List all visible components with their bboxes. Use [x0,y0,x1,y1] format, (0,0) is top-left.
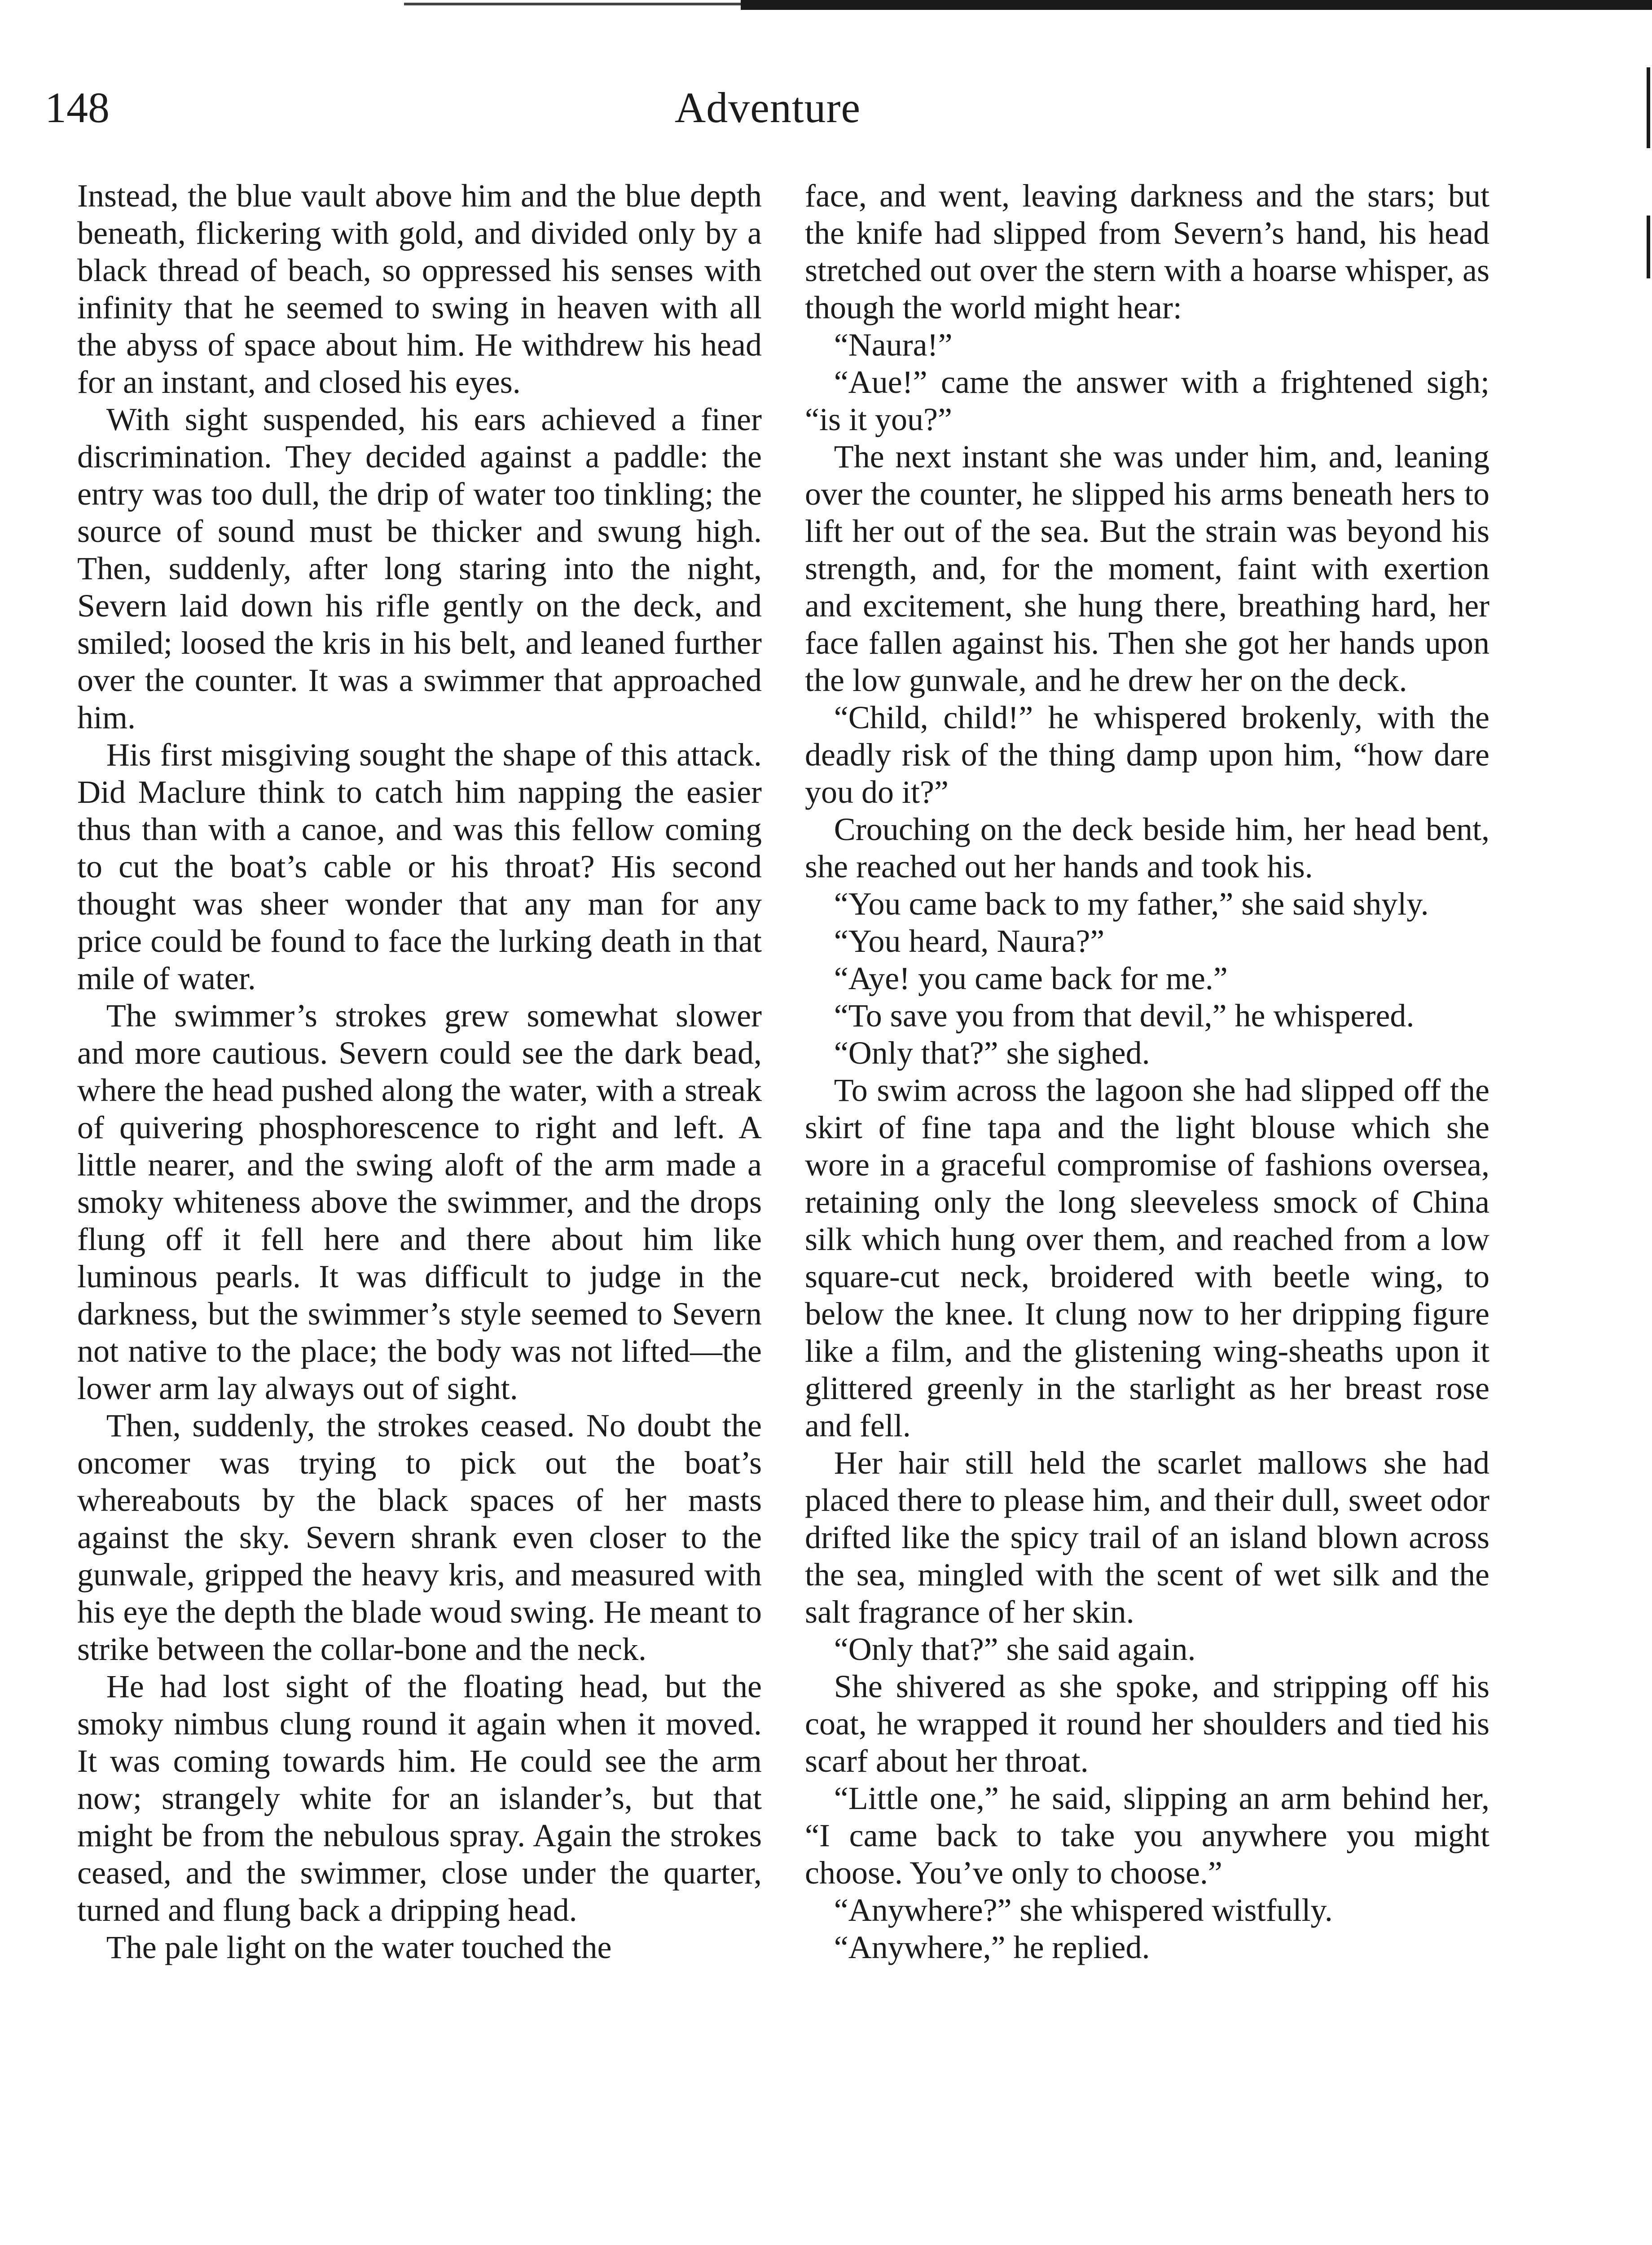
paragraph: “Child, child!” he whispered brokenly, with the deadly risk of the thing damp upon him, “how dare you do it?” [805,700,1489,810]
paragraph: “Only that?” she sighed. [834,1035,1150,1071]
paragraph: “You heard, Naura?” [834,923,1105,959]
paragraph: “You came back to my father,” she said shyly. [834,886,1429,922]
paragraph: His first misgiving sought the shape of this attack. Did Maclure think to catch him napping the easier thus than with a canoe, and was this fellow coming to cut the boat’s cable or his throat? His second thought was sheer wonder that any man for any price could be found to face the lurking death in that mile of water. [77,737,762,996]
paragraph: The next instant she was under him, and, leaning over the counter, he slipped his arms beneath hers to lift her out of the sea. But the strain was beyond his strength, and, for the moment, faint with exertion and excitement, she hung there, breathing hard, her face fallen against his. Then she got her hands upon the low gunwale, and he drew her on the deck. [805,439,1489,698]
paragraph: Then, suddenly, the strokes ceased. No doubt the oncomer was trying to pick out the boat’s whereabouts by the black spaces of her masts against the sky. Severn shrank even closer to the gunwale, gripped the heavy kris, and measured with his eye the depth the blade woud swing. He meant to strike between the collar-bone and the neck. [77,1408,762,1667]
paragraph: “Aue!” came the answer with a frightened sigh; “is it you?” [805,364,1489,437]
paragraph: “To save you from that devil,” he whispered. [834,998,1415,1034]
paragraph: face, and went, leaving darkness and the stars; but the knife had slipped from Severn’s hand, his head stretched out over the stern with a hoarse whisper, as though the world might hear: [805,178,1489,326]
paragraph: She shivered as she spoke, and stripping off his coat, he wrapped it round her shoulders and tied his scarf about her throat. [805,1668,1489,1779]
header-top-rule [741,0,1652,10]
paragraph: “Anywhere?” she whispered wistfully. [834,1892,1333,1928]
left-column [77,177,762,1966]
paragraph: With sight suspended, his ears achieved a finer discrimination. They decided against a paddle: the entry was too dull, the drip of water too tinkling; the source of sound must be thicker and swung high. Then, suddenly, after long staring into the night, Severn laid down his rifle gently on the deck, and smiled; loosed the kris in his belt, and leaned further over the counter. It was a swimmer that approached him. [77,401,762,735]
page-edge-mark [1647,67,1650,148]
page-number: 148 [45,84,110,132]
paragraph: Her hair still held the scarlet mallows she had placed there to please him, and their dull, sweet odor drifted like the spicy trail of an island blown across the sea, mingled with the scent of wet silk and the salt fragrance of her skin. [805,1445,1489,1630]
paragraph: The pale light on the water touched the [106,1929,612,1965]
paragraph: The swimmer’s strokes grew somewhat slower and more cautious. Severn could see the dark bead, where the head pushed along the water, with a streak of quivering phosphorescence to right and left. A little nearer, and the swing aloft of the arm made a smoky whiteness above the swimmer, and the drops flung off it fell here and there about him like luminous pearls. It was difficult to judge in the darkness, but the swimmer’s style seemed to Severn not native to the place; the body was not lifted—the lower arm lay always out of sight. [77,998,762,1406]
page-header [45,76,1490,139]
paragraph: “Aye! you came back for me.” [834,960,1228,996]
right-column [805,177,1489,1966]
paragraph: “Little one,” he said, slipping an arm behind her, “I came back to take you anywhere you might choose. You’ve only to choose.” [805,1780,1489,1891]
running-title: Adventure [674,84,861,132]
header-top-rule-thin [404,3,745,5]
paragraph: Instead, the blue vault above him and the blue depth beneath, flickering with gold, and divided only by a black thread of beach, so oppressed his senses with infinity that he seemed to swing in heaven with all the abyss of space about him. He withdrew his head for an instant, and closed his eyes. [77,178,762,400]
paragraph: He had lost sight of the floating head, but the smoky nimbus clung round it again when it moved. It was coming towards him. He could see the arm now; strangely white for an islander’s, but that might be from the nebulous spray. Again the strokes ceased, and the swimmer, close under the quarter, turned and flung back a dripping head. [77,1668,762,1928]
paragraph: “Only that?” she said again. [834,1631,1196,1667]
page-edge-mark [1647,216,1650,278]
paragraph: “Naura!” [834,327,953,363]
paragraph: To swim across the lagoon she had slipped off the skirt of fine tapa and the light blouse which she wore in a graceful compromise of fashions oversea, retaining only the long sleeveless smock of China silk which hung over them, and reached from a low square-cut neck, broidered with beetle wing, to below the knee. It clung now to her dripping figure like a film, and the glistening wing-sheaths upon it glittered greenly in the starlight as her breast rose and fell. [805,1072,1489,1444]
paragraph: “Anywhere,” he replied. [834,1929,1150,1965]
paragraph: Crouching on the deck beside him, her head bent, she reached out her hands and took his. [805,811,1489,885]
